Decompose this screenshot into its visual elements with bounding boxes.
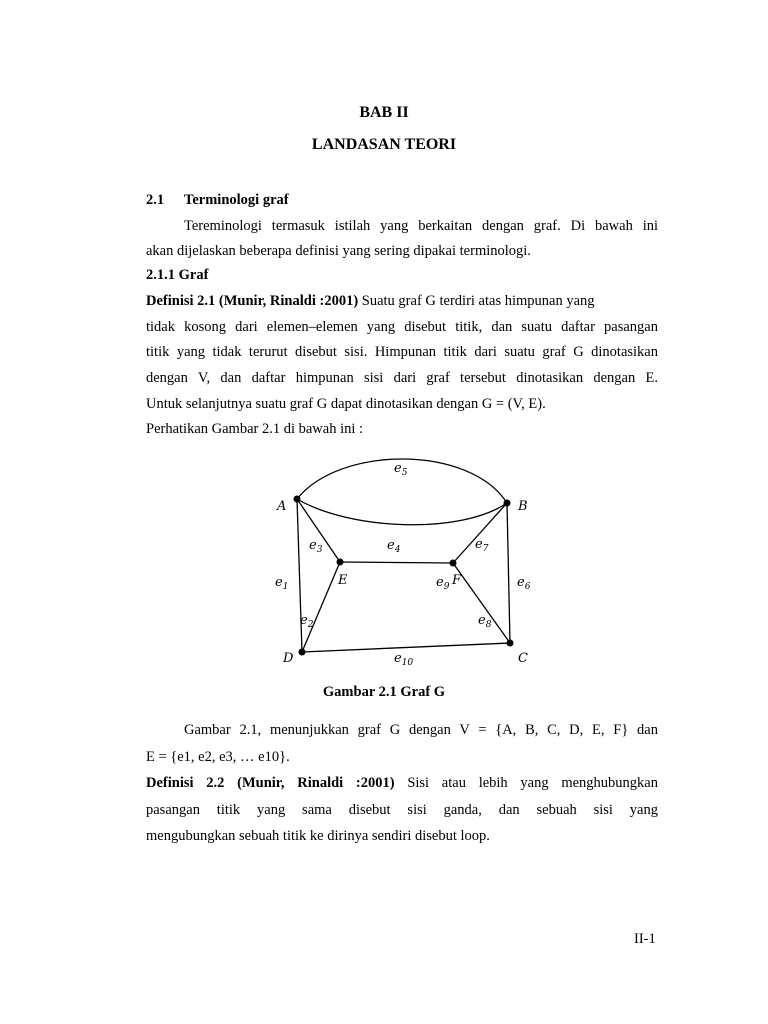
label-edge-e2: $e_2$ [300,613,314,630]
intro-line-2: akan dijelaskan beberapa definisi yang sering dipakai terminologi. [146,243,531,259]
figure-caption: Gambar 2.1 Graf G [322,684,446,700]
def1-line-4: dengan V, dan daftar himpunan sisi dari graf tersebut dinotasikan dengan E. [146,370,658,386]
def2-line-1-text: Sisi atau lebih yang menghubungkan [407,775,658,791]
subsection-heading: 2.1.1 Graf [146,267,209,283]
page-number: II-1 [634,931,656,947]
edge-e5-top-arc [297,459,507,503]
def2-label: Definisi 2.2 (Munir, Rinaldi :2001) [146,775,395,791]
label-edge-e9: $e_9$ [436,575,450,592]
label-edge-e8: $e_8$ [478,613,492,630]
def1-line-2: tidak kosong dari elemen–elemen yang disebut titik, dan suatu daftar pasangan [146,319,658,335]
def1-label: Definisi 2.1 (Munir, Rinaldi :2001) [146,293,359,309]
def2-line-3: mengubungkan sebuah titik ke dirinya sendiri disebut loop. [146,828,490,844]
label-node-d: D [283,651,294,666]
node-f [450,560,457,567]
def1-line-1-text: Suatu graf G terdiri atas himpunan yang [361,293,595,309]
after-figure-line-1: Gambar 2.1, menunjukkan graf G dengan V = {A, B, C, D, E, F} dan [184,722,658,738]
label-edge-e1: $e_1$ [275,575,289,592]
node-e [337,559,344,566]
edge-e6 [507,503,510,643]
intro-line-1: Tereminologi termasuk istilah yang berkaitan dengan graf. Di bawah ini [184,218,658,234]
after-figure-line-2: E = {e1, e2, e3, … e10}. [146,749,290,765]
label-edge-e5: $e_5$ [394,461,408,478]
label-node-f: F [452,573,462,588]
label-node-e: E [338,573,348,588]
section-title: Terminologi graf [184,192,289,208]
def2-line-2: pasangan titik yang sama disebut sisi ganda, dan sebuah sisi yang [146,802,658,818]
label-edge-e6: $e_6$ [517,575,531,592]
chapter-label: BAB II [359,104,409,121]
node-a [294,496,301,503]
edge-e7 [453,503,507,563]
def1-line-1 [146,293,658,310]
node-c [507,640,514,647]
label-node-c: C [518,651,528,666]
def1-line-6: Perhatikan Gambar 2.1 di bawah ini : [146,421,364,437]
node-d [299,649,306,656]
graph-figure [260,450,550,675]
edge-e2 [302,562,340,652]
edge-e5-bottom-arc [297,499,507,525]
label-node-b: B [518,499,528,514]
chapter-title: LANDASAN TEORI [311,136,457,153]
edge-e1 [297,499,302,652]
label-edge-e10: $e_{10}$ [394,651,414,668]
edge-e10 [302,643,510,652]
def2-line-1 [146,775,658,792]
label-node-a: A [277,499,287,514]
def1-line-3: titik yang tidak terurut disebut sisi. Himpunan titik dari suatu graf G dinotasikan [146,344,658,360]
node-b [504,500,511,507]
label-edge-e3: $e_3$ [309,538,323,555]
label-edge-e7: $e_7$ [475,537,489,554]
def1-line-5: Untuk selanjutnya suatu graf G dapat dinotasikan dengan G = (V, E). [146,396,546,412]
label-edge-e4: $e_4$ [387,538,401,555]
edge-e8 [453,563,510,643]
edge-e4 [340,562,453,563]
section-number: 2.1 [146,192,165,208]
